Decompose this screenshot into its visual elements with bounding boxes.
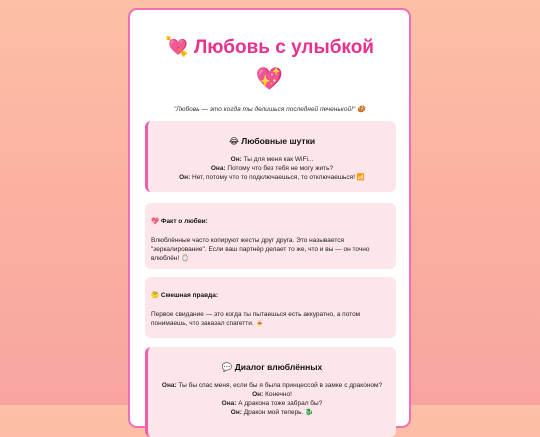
lovers-dialog-box bbox=[145, 347, 396, 437]
dialog-line bbox=[156, 381, 388, 390]
dialog-line bbox=[156, 408, 388, 417]
dialog-line bbox=[156, 399, 388, 408]
sparkling-heart-icon: 💖 bbox=[255, 66, 284, 91]
love-jokes-title: 😂 Любовные шутки bbox=[228, 136, 316, 146]
love-fact-title: 💖 Факт о любви: bbox=[151, 218, 208, 225]
joke-speaker: Он: bbox=[230, 156, 242, 163]
dialog-text: Ты бы спас меня, если бы я была принцессой в замке с драконом? bbox=[176, 382, 383, 389]
dialog-text: А дракона тоже забрал бы? bbox=[236, 400, 323, 407]
dialog-speaker: Он: bbox=[230, 409, 242, 416]
joke-line bbox=[156, 173, 388, 182]
joke-line bbox=[156, 155, 388, 164]
dialog-speaker: Она: bbox=[161, 382, 177, 389]
joke-text: Потому что без тебя не могу жить? bbox=[225, 165, 334, 172]
joke-speaker: Он: bbox=[179, 174, 191, 181]
love-quote: "Любовь — это когда ты делишься последней печенькой!" 🍪 bbox=[173, 106, 366, 113]
content-card bbox=[128, 8, 411, 428]
dialog-line bbox=[156, 390, 388, 399]
dialog-speaker: Она: bbox=[221, 400, 237, 407]
dialog-text: Конечно! bbox=[263, 391, 292, 398]
joke-speaker: Она: bbox=[210, 165, 226, 172]
love-fact-text: Влюблённые часто копируют жесты друг друга. Это называется "зеркалирование". Если ваш партнёр делает то же, что и вы — он точно влюблён! 🪞 bbox=[151, 237, 370, 262]
joke-text: Нет, потому что то подключаешься, то отключаешься! 📶 bbox=[190, 174, 365, 181]
funny-truth-text: Первое свидание — это когда ты пытаешься есть аккуратно, а потом понимаешь, что заказал спагетти. 🍝 bbox=[151, 311, 361, 327]
page-title-text: Любовь с улыбкой bbox=[193, 37, 374, 58]
love-fact-box bbox=[145, 203, 396, 269]
page-title bbox=[130, 36, 409, 60]
cupid-heart-icon: 💘 bbox=[165, 37, 189, 58]
lovers-dialog-title: 💬 Диалог влюблённых bbox=[221, 362, 323, 372]
love-jokes-box bbox=[145, 121, 396, 192]
funny-truth-title: 🤔 Смешная правда: bbox=[151, 292, 218, 299]
joke-line bbox=[156, 164, 388, 173]
dialog-text: Дракон мой теперь. 🐉 bbox=[241, 409, 314, 416]
dialog-speaker: Он: bbox=[252, 391, 264, 398]
joke-text: Ты для меня как WiFi... bbox=[241, 156, 314, 163]
funny-truth-box bbox=[145, 277, 396, 338]
